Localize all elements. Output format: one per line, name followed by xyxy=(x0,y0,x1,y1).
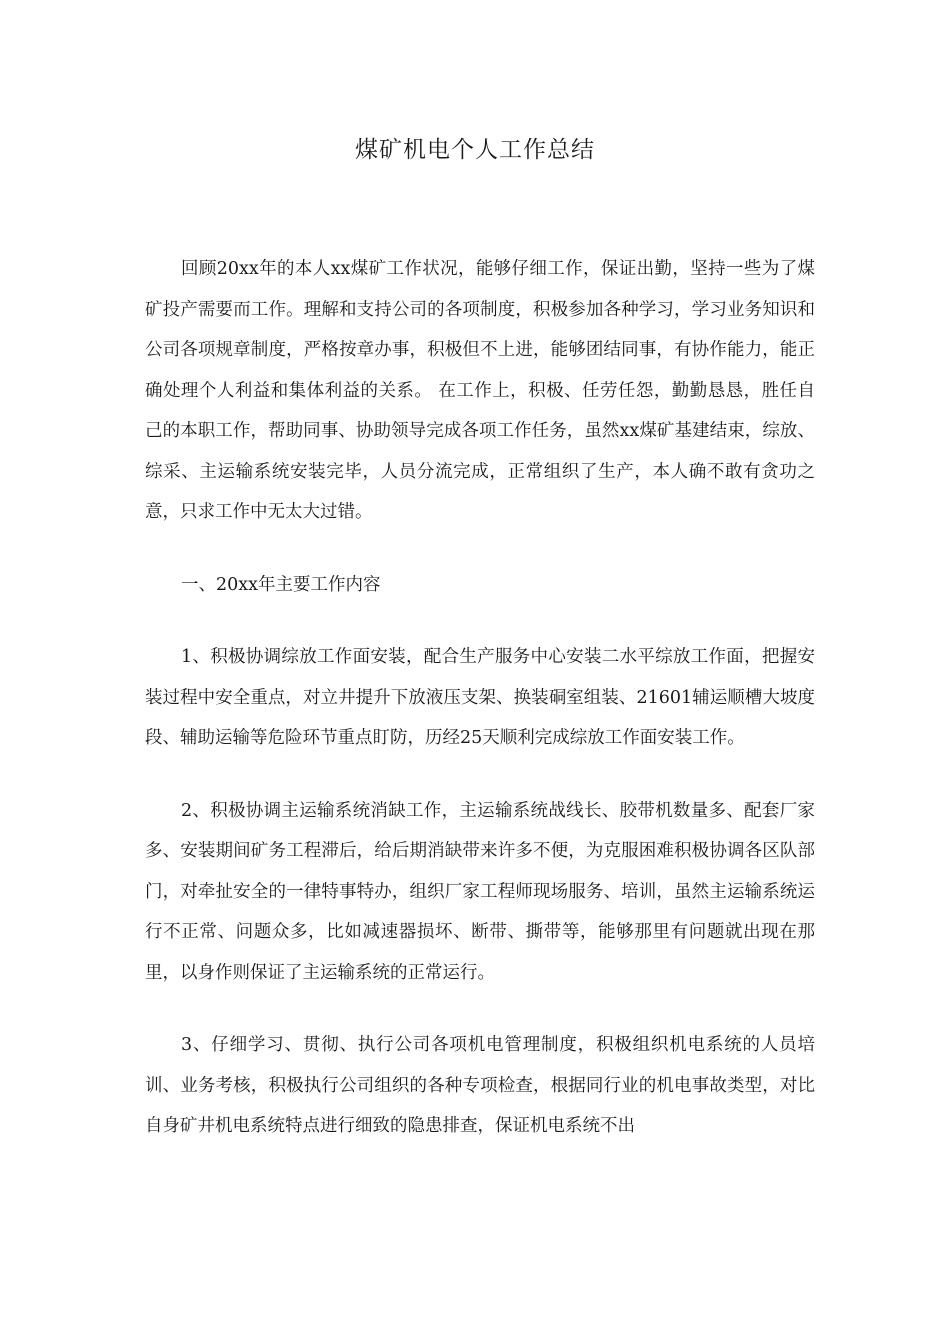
paragraph-intro: 回顾20xx年的本人xx煤矿工作状况，能够仔细工作，保证出勤，坚持一些为了煤矿投产需要而工作。理解和支持公司的各项制度，积极参加各种学习，学习业务知识和公司各项规章制度，严格按章办事，积极但不上进，能够团结同事，有协作能力，能正确处理个人利益和集体利益的关系。 在工作上，积极、任劳任怨，勤勤恳恳，胜任自己的本职工作，帮助同事、协助领导完成各项工作任务，虽然xx煤矿基建结束，综放、综采、主运输系统安装完毕，人员分流完成，正常组织了生产，本人确不敢有贪功之意，只求工作中无太大过错。 xyxy=(145,259,815,522)
paragraph-item-3: 3、仔细学习、贯彻、执行公司各项机电管理制度，积极组织机电系统的人员培训、业务考核，积极执行公司组织的各种专项检查，根据同行业的机电事故类型，对比自身矿井机电系统特点进行细致的隐患排查，保证机电系统不出 xyxy=(145,1035,815,1136)
document-body xyxy=(145,249,815,1179)
paragraph-item-2: 2、积极协调主运输系统消缺工作，主运输系统战线长、胶带机数量多、配套厂家多、安装期间矿务工程滞后，给后期消缺带来许多不便，为克服困难积极协调各区队部门，对牵扯安全的一律特事特办，组织厂家工程师现场服务、培训，虽然主运输系统运行不正常、问题众多，比如减速器损坏、断带、撕带等，能够那里有问题就出现在那里，以身作则保证了主运输系统的正常运行。 xyxy=(145,800,815,983)
section-heading: 一、20xx年主要工作内容 xyxy=(181,574,381,595)
paragraph-item-1: 1、积极协调综放工作面安装，配合生产服务中心安装二水平综放工作面，把握安装过程中安全重点，对立井提升下放液压支架、换装硐室组装、21601辅运顺槽大坡度段、辅助运输等危险环节重点盯防，历经25天顺利完成综放工作面安装工作。 xyxy=(145,647,815,748)
document-title: 煤矿机电个人工作总结 xyxy=(355,137,595,163)
